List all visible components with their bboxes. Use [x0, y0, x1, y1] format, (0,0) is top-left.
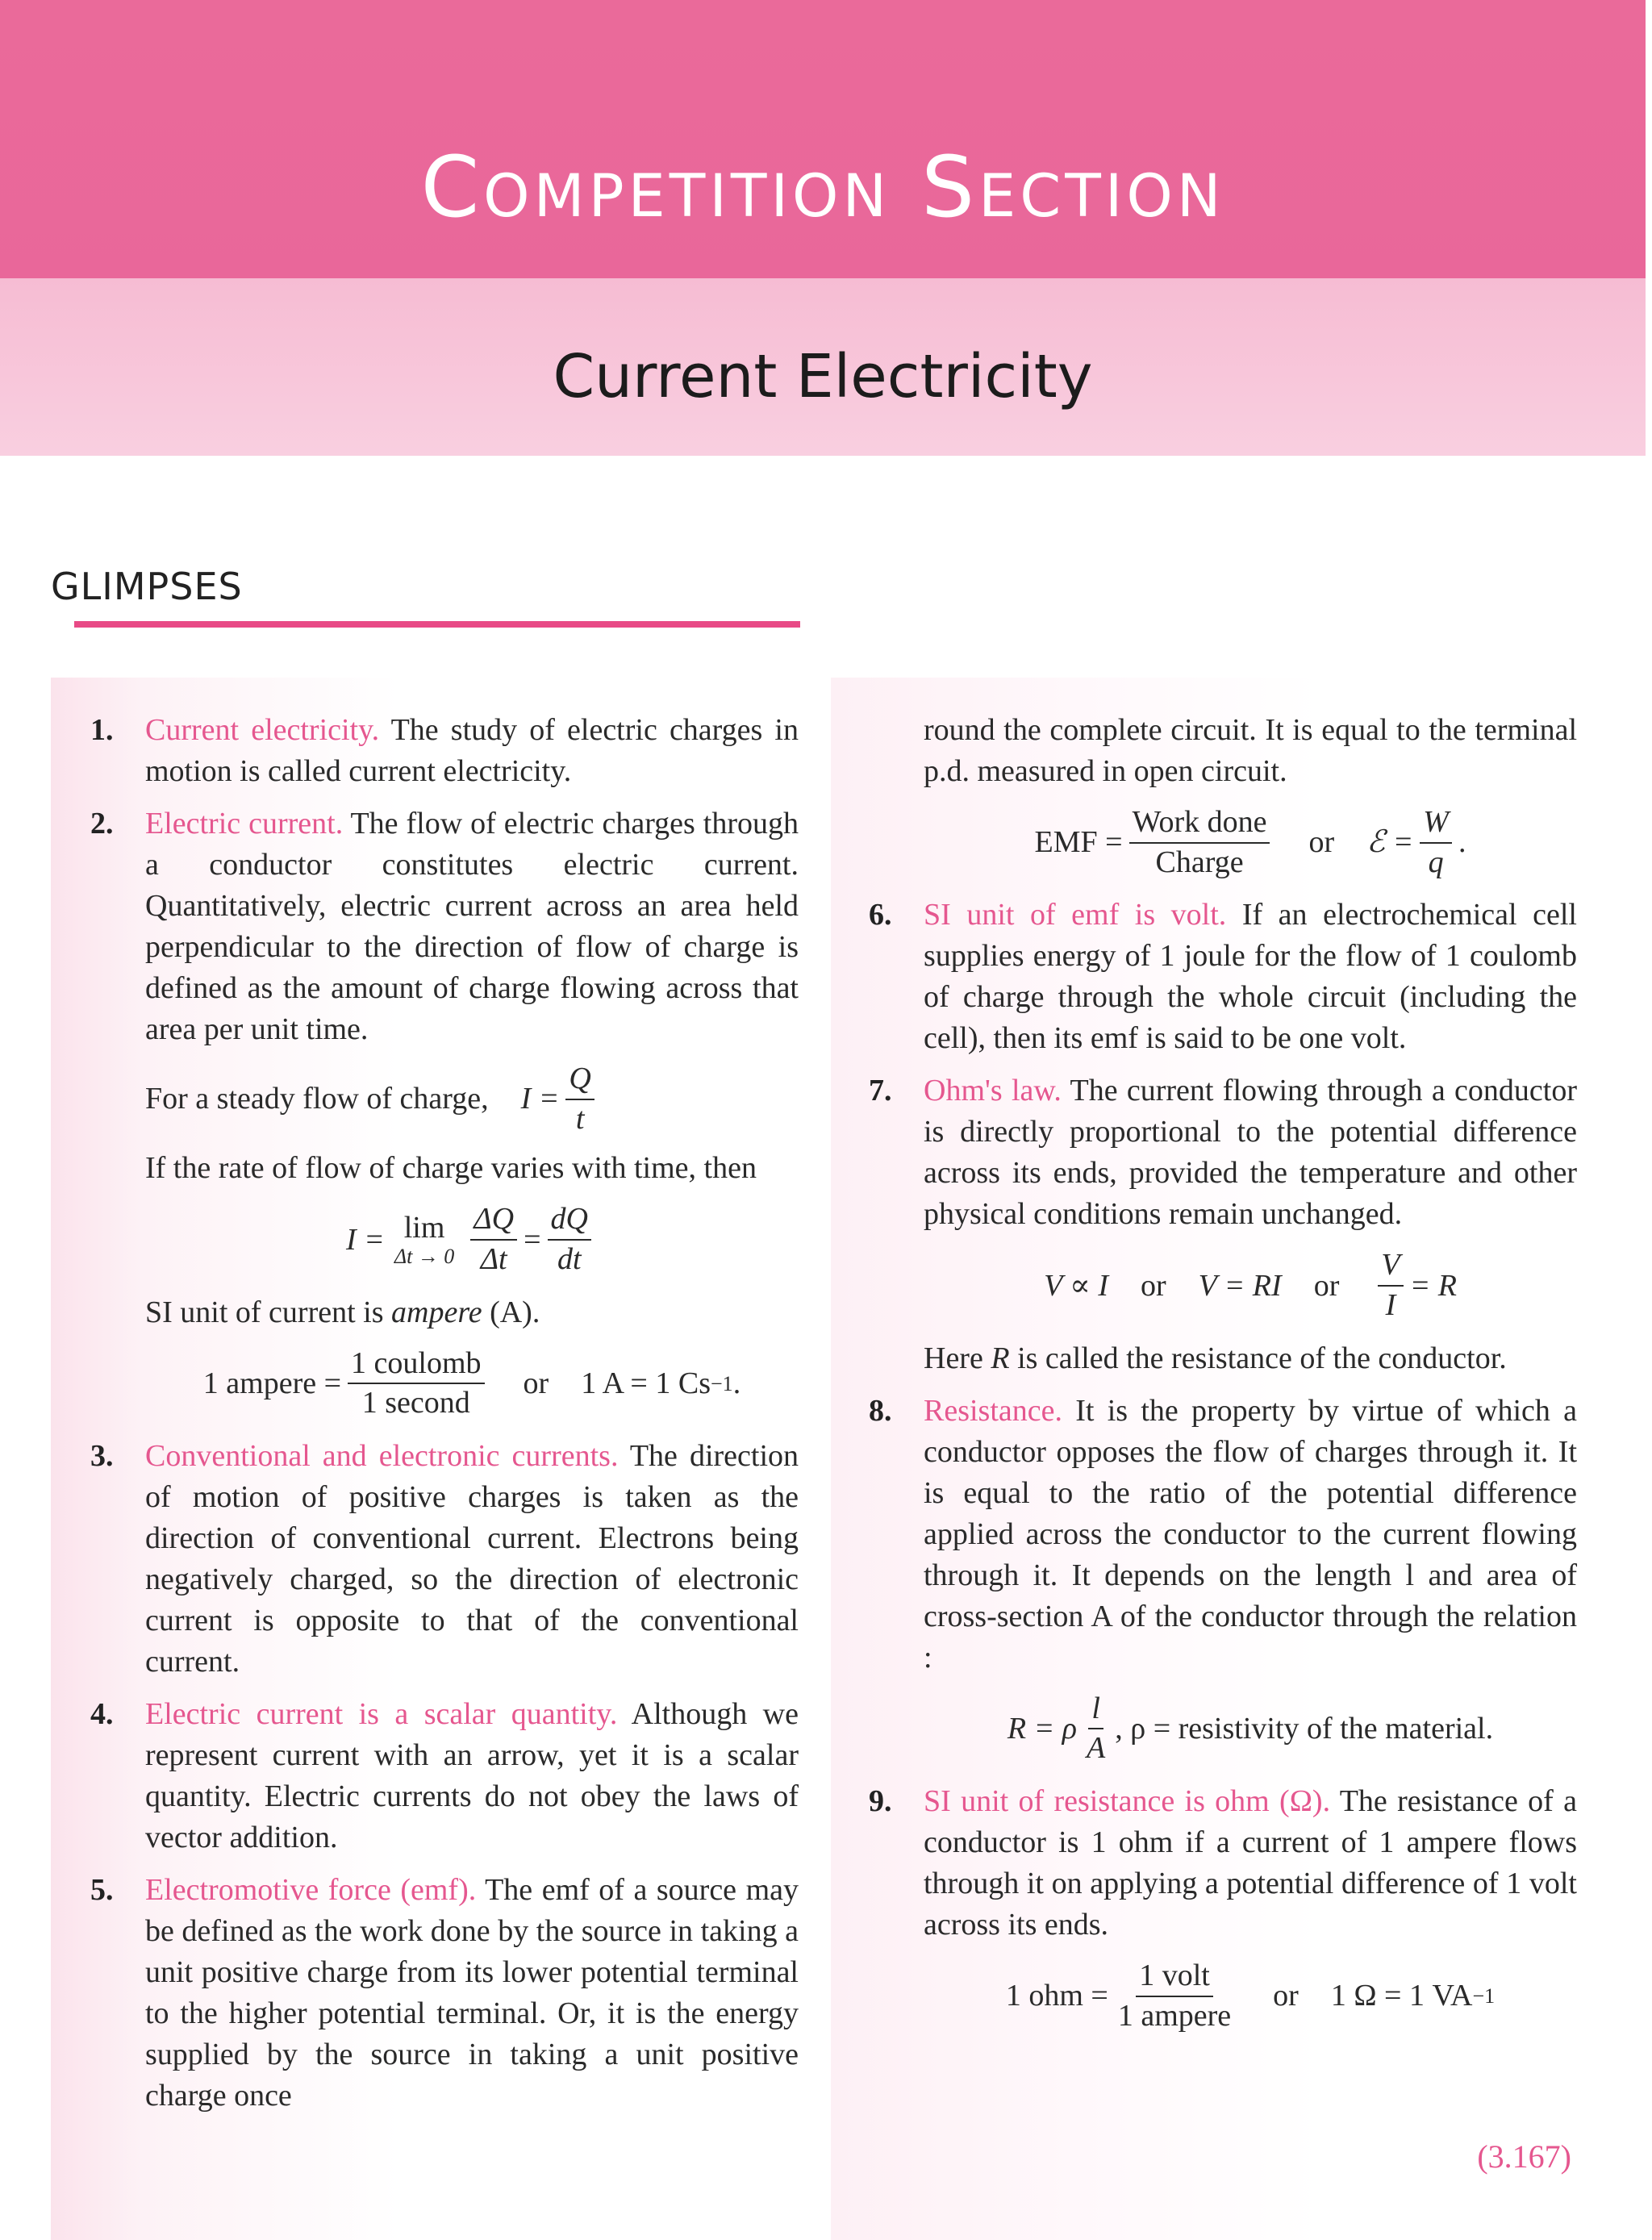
chapter-title: Current Electricity [553, 342, 1093, 411]
list-item [89, 1694, 799, 1858]
equation: V ∝ I or V = RI or $\frac{V}{I}$ = R [1044, 1248, 1457, 1323]
list-item [867, 1781, 1577, 2034]
item-heading: Resistance. [924, 1393, 1063, 1428]
list-item [867, 895, 1577, 1059]
page-number: (3.167) [1477, 2138, 1571, 2175]
item-text: Although we represent current with an arrow, yet it is a scalar quantity. Electric currents do not obey the laws of vector addition. [145, 1697, 799, 1855]
equation-lhs: I = [520, 1082, 560, 1116]
item-text: The resistance of a conductor is 1 ohm if a current of 1 ampere flows through it on applying a potential difference of 1 volt across its ends. [924, 1784, 1577, 1942]
equation-fraction: $\frac{Q}{t}$ [565, 1062, 594, 1137]
item-text: The emf of a source may be defined as the work done by the source in taking a unit positive charge from its lower potential terminal to the higher potential terminal. Or, it is the energy supplied by the source in taking a unit positive charge once [145, 1873, 799, 2113]
list-item [89, 1870, 799, 2117]
item-number: 4. [90, 1697, 114, 1732]
item-number: 8. [869, 1393, 892, 1428]
list-item [89, 1436, 799, 1683]
list-item: 2. Electric current. The flow of electric charges through a conductor constitutes electric current. Quantitatively, electric current across an area held perpendicular to the direction of flow of charge is defined as the amount of charge flowing across that area per unit time. For a steady flow of charge, I = $\frac{Q}{t}$ If the rate of flow of charge varies with time, then I = lim Δt → 0 $\frac{\Delta Q}{\Delta t}$ = $\frac{dQ}{dt}$ SI unit of current is ampere (A). 1 ampere = $\frac{\text{1 coulomb}}{\text{1 second}}$ or 1 A = 1 Cs −1 . [89, 803, 799, 1421]
section-label: GLIMPSES [51, 565, 243, 608]
item-number: 2. [90, 807, 114, 841]
item-text: If an electrochemical cell supplies energy of 1 joule for the flow of 1 coulomb of charge through the whole circuit (including the cell), then its emf is said to be one volt. [924, 898, 1577, 1056]
page-title: Competition Section [420, 138, 1225, 236]
item-number: 7. [869, 1074, 892, 1108]
equation: I = lim Δt → 0 $\frac{\Delta Q}{\Delta t}$ = $\frac{dQ}{dt}$ [145, 1202, 799, 1277]
item-text: It is the property by virtue of which a conductor opposes the flow of charges through it. It is equal to the ratio of the potential difference applied across the conductor to the current flowing through it. It depends on the length l and area of cross-section A of the conductor through the relation : [924, 1393, 1577, 1675]
item-text: If the rate of flow of charge varies with time, then [145, 1151, 757, 1186]
equation: R = ρ $\frac{l}{A}$ , ρ = resistivity of the material. [1007, 1691, 1494, 1766]
item-number: 5. [90, 1873, 114, 1908]
item-text: The flow of electric charges through a conductor constitutes electric current. Quantitatively, electric current across an area held perpendicular to the direction of flow of charge is defined as the amount of charge flowing across that area per unit time. [145, 807, 799, 1046]
item-heading: Electric current is a scalar quantity. [145, 1697, 618, 1732]
item-number: 9. [869, 1784, 892, 1819]
item-text: The direction of motion of positive charges is taken as the direction of conventional current. Electrons being negatively charged, so the direction of electronic current is opposite to that of the conventional current. [145, 1439, 799, 1679]
list-item [89, 710, 799, 792]
equation: 1 ohm = $\frac{\text{1 volt}}{\text{1 ampere}}$ or 1 Ω = 1 VA −1 [1005, 1958, 1496, 2033]
list-item [867, 1391, 1577, 1767]
list-item-continuation [867, 710, 1577, 880]
item-text: The current flowing through a conductor is directly proportional to the potential difference across its ends, provided the temperature and other physical conditions remain unchanged. [924, 1074, 1577, 1232]
item-heading: Conventional and electronic currents. [145, 1439, 619, 1474]
item-heading: Electric current. [145, 807, 344, 841]
item-text: For a steady flow of charge, [145, 1082, 489, 1116]
item-text: The study of electric charges in motion is called current electricity. [145, 713, 799, 788]
item-heading: SI unit of emf is volt. [924, 898, 1227, 932]
item-number: 1. [90, 713, 114, 747]
item-heading: Current electricity. [145, 713, 380, 747]
item-number: 6. [869, 898, 892, 932]
item-number: 3. [90, 1439, 114, 1474]
list-item: 7. Ohm's law. The current flowing through a conductor is directly proportional to the potential difference across its ends, provided the temperature and other physical conditions remain unchanged. V ∝ I or V = RI or $\frac{V}{I}$ = R Here R is called the resistance of the conductor. [867, 1070, 1577, 1379]
item-heading: SI unit of resistance is ohm (Ω). [924, 1784, 1331, 1819]
item-text: round the complete circuit. It is equal to the terminal p.d. measured in open circuit. [924, 713, 1577, 788]
section-rule [74, 621, 800, 628]
left-column [89, 710, 799, 2128]
equation: 1 ampere = $\frac{\text{1 coulomb}}{\text{1 second}}$ or 1 A = 1 Cs −1 . [202, 1345, 741, 1420]
equation: EMF = $\frac{\text{Work done}}{\text{Charge}}$ or ℰ = $\frac{W}{q}$ . [1034, 805, 1466, 879]
item-heading: Electromotive force (emf). [145, 1873, 477, 1908]
item-heading: Ohm's law. [924, 1074, 1062, 1108]
right-column [867, 710, 1577, 2049]
